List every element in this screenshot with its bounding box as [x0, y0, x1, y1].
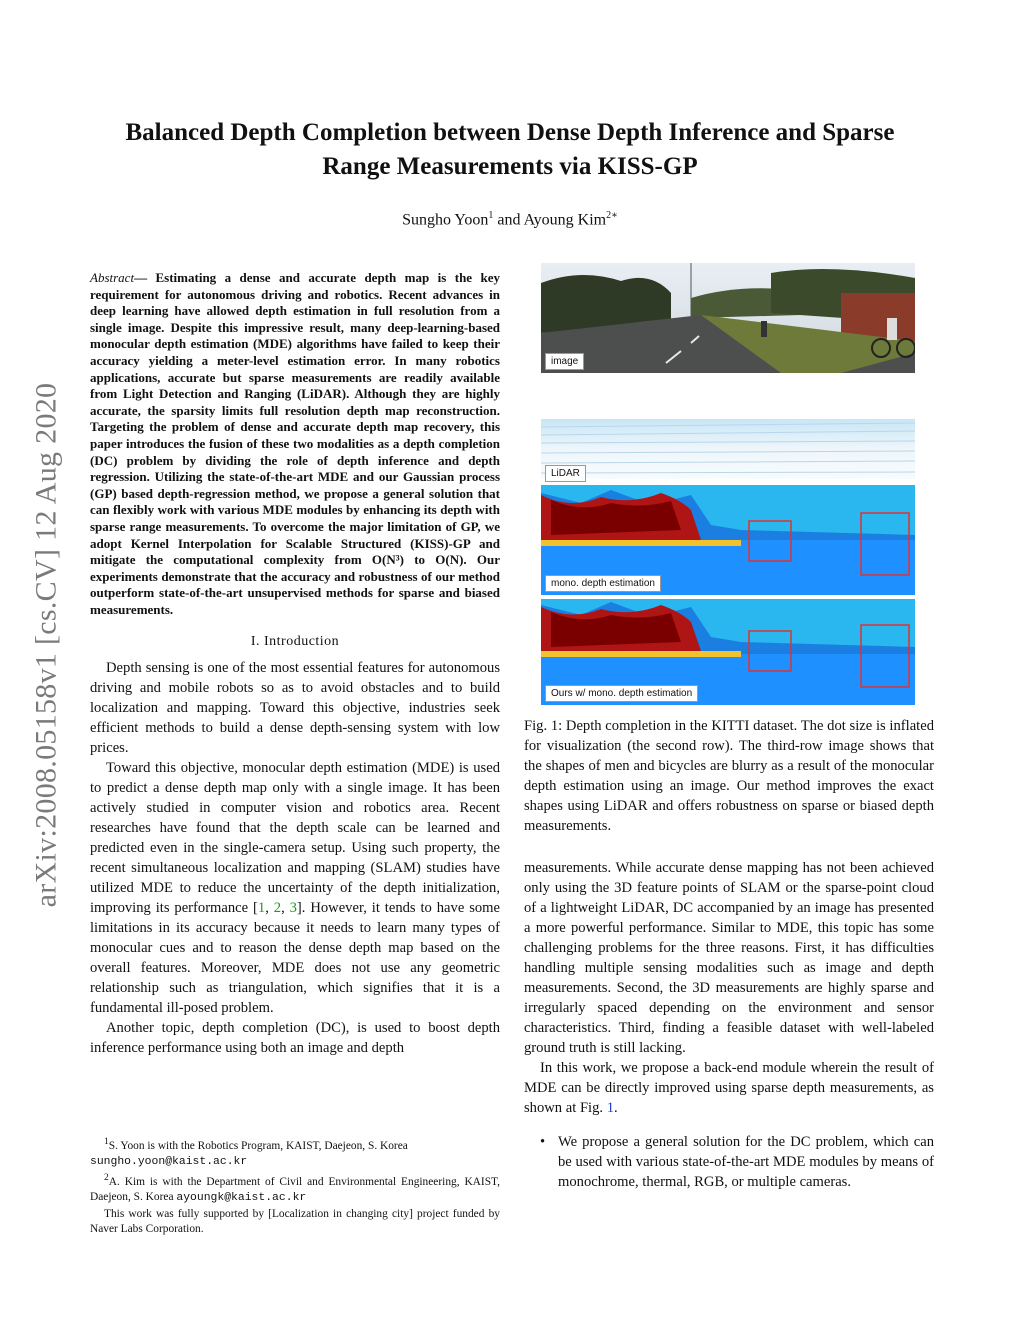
footnote-3: This work was fully supported by [Localization in changing city] project funded by Naver Labs Corporation. — [90, 1207, 500, 1236]
bullet-text: We propose a general solution for the DC problem, which can be used with various state-of-the-art MDE modules by means of monochrome, thermal, RGB, or multiple cameras. — [558, 1134, 934, 1190]
authors-and: and — [493, 211, 524, 229]
abstract-text: Estimating a dense and accurate depth map is the key requirement for autonomous driving and robotics. Recent advances in deep learning have allowed depth estimation in full resolution from a single image. Despite this impressive result, many deep-learning-based monocular depth estimation (MDE) algorithms have failed to keep their accuracy yielding a meter-level estimation error. In many robotics applications, accurate but sparse measurements are readily available from Light Detection and Ranging (LiDAR). Although they are highly accurate, the sparsity limits full resolution depth map reconstruction. Targeting the problem of dense and accurate depth map recovery, this paper introduces the fusion of these two modalities as a depth completion (DC) problem by dividing the role of depth inference and depth regression. Utilizing the state-of-the-art MDE and our Gaussian process (GP) based depth-regression method, we propose a general solution that can flexibly work with various MDE modules by enhancing its depth with sparse range measurements. To overcome the major limitation of GP, we adopt Kernel Interpolation for Scalable Structured (KISS)-GP and mitigate the computational complexity from O(N³) to O(N). Our experiments demonstrate that the accuracy and robustness of our method outperform state-of-the-art unsupervised methods for sparse and biased measurements. — [90, 270, 501, 617]
arxiv-stamp — [26, 345, 66, 945]
figure-ref[interactable]: 1 — [606, 1100, 614, 1116]
footnotes — [90, 1135, 500, 1238]
right-paragraph-2 — [524, 1058, 934, 1118]
figure-panel-lidar — [541, 411, 915, 485]
footnote-2-email: ayoungk@kaist.ac.kr — [176, 1192, 307, 1205]
contribution-bullet — [524, 1132, 934, 1192]
figure-caption: Fig. 1: Depth completion in the KITTI dataset. The dot size is inflated for visualization (the second row). The third-row image shows that the shapes of men and bicycles are blurry as a result of the monocular depth estimation using an image. Our method improves the exact shapes using LiDAR and offers robustness on sparse or biased depth measurements. — [524, 718, 934, 834]
intro-paragraph-3: Another topic, depth completion (DC), is used to boost depth inference performance using both an image and depth — [90, 1020, 500, 1057]
footnote-1-email: sungho.yoon@kaist.ac.kr — [90, 1156, 248, 1169]
intro-paragraph-2 — [90, 758, 500, 1018]
footnote-2-text: A. Kim is with the Department of Civil and Environmental Engineering, KAIST, Daejeon, S. Korea — [90, 1175, 500, 1204]
right-p2-text: In this work, we propose a back-end module wherein the result of MDE can be directly improved using sparse depth measurements, as shown at Fig. — [524, 1060, 934, 1116]
right-column — [524, 858, 934, 1192]
footnote-1 — [90, 1135, 500, 1171]
authors — [110, 210, 910, 229]
intro-p2-text-a: Toward this objective, monocular depth estimation (MDE) is used to predict a dense depth map only with a single image. It has been actively studied in computer vision and robotics area. Recent researches have found that the depth scale can be learned and predicted even in the single-camera setup. Using such property, the recent simultaneous localization and mapping (SLAM) studies have utilized MDE to reduce the uncertainty of the depth initialization, improving its performance [ — [90, 760, 500, 917]
author-2-affil: 2∗ — [606, 210, 618, 221]
lidar-scan-image — [541, 411, 915, 485]
citation-sep: , — [281, 900, 290, 917]
citation-3[interactable]: 3 — [289, 900, 297, 917]
figure-panel-image — [541, 263, 915, 373]
author-1-affil: 1 — [488, 210, 494, 221]
footnote-2 — [90, 1171, 500, 1207]
author-1: Sungho Yoon — [402, 211, 489, 229]
figure-panel-mono-depth — [541, 485, 915, 595]
footnote-1-mark: 1 — [104, 1137, 109, 1147]
figure-panel-ours — [541, 599, 915, 705]
figure-1 — [541, 263, 915, 705]
right-p2-end: . — [614, 1100, 618, 1116]
footnote-1-text: S. Yoon is with the Robotics Program, KAIST, Daejeon, S. Korea — [108, 1139, 408, 1152]
author-2: Ayoung Kim — [523, 211, 607, 229]
left-column — [90, 270, 500, 1058]
arxiv-id: arXiv:2008.05158v1 [cs.CV] 12 Aug 2020 — [29, 382, 63, 908]
paper-title: Balanced Depth Completion between Dense Depth Inference and Sparse Range Measurements via KISS-GP — [125, 119, 895, 180]
bullet-dot: • — [540, 1134, 546, 1150]
intro-paragraph-1: Depth sensing is one of the most essential features for autonomous driving and mobile robots so as to avoid obstacles and to build localization and mapping. Toward this objective, industries seek efficient methods to build a dense depth-sensing system with low prices. — [90, 660, 500, 757]
right-paragraph-1: measurements. While accurate dense mapping has not been achieved only using the 3D feature points of SLAM or the sparse-point cloud of a lightweight LiDAR, DC accompanied by an image has presented a more powerful performance. Similar to MDE, this topic has some challenging problems for the three reasons. First, it has difficulties handling multiple sensing modalities such as image and depth measurements. Second, the 3D measurements are highly sparse and irregularly spaced depending on the environment and sensor characteristics. Third, finding a feasible dataset with well-labeled ground truth is still lacking. — [524, 860, 934, 1056]
citation-1[interactable]: 1 — [257, 900, 266, 917]
citation-sep: , — [265, 900, 274, 917]
panel-label-ours: Ours w/ mono. depth estimation — [545, 685, 698, 702]
abstract — [90, 270, 500, 618]
panel-label-lidar: LiDAR — [545, 465, 586, 482]
street-scene-image — [541, 263, 915, 373]
section-heading: I. Introduction — [250, 634, 340, 650]
panel-label-image: image — [545, 353, 584, 370]
abstract-dash: — — [134, 270, 156, 285]
panel-label-mono-depth: mono. depth estimation — [545, 575, 661, 592]
intro-p2-text-b: ]. However, it tends to have some limitations in its accuracy because it needs to learn many types of monocular cues and to reason the dense depth map based on the overall features. Moreover, MDE does not use any geometric relationship such as triangulation, which signifies that it is a fundamental ill-posed problem. — [90, 900, 501, 1017]
citation-2[interactable]: 2 — [273, 900, 282, 917]
abstract-lead: Abstract — [90, 270, 135, 285]
footnote-2-mark: 2 — [104, 1172, 109, 1183]
